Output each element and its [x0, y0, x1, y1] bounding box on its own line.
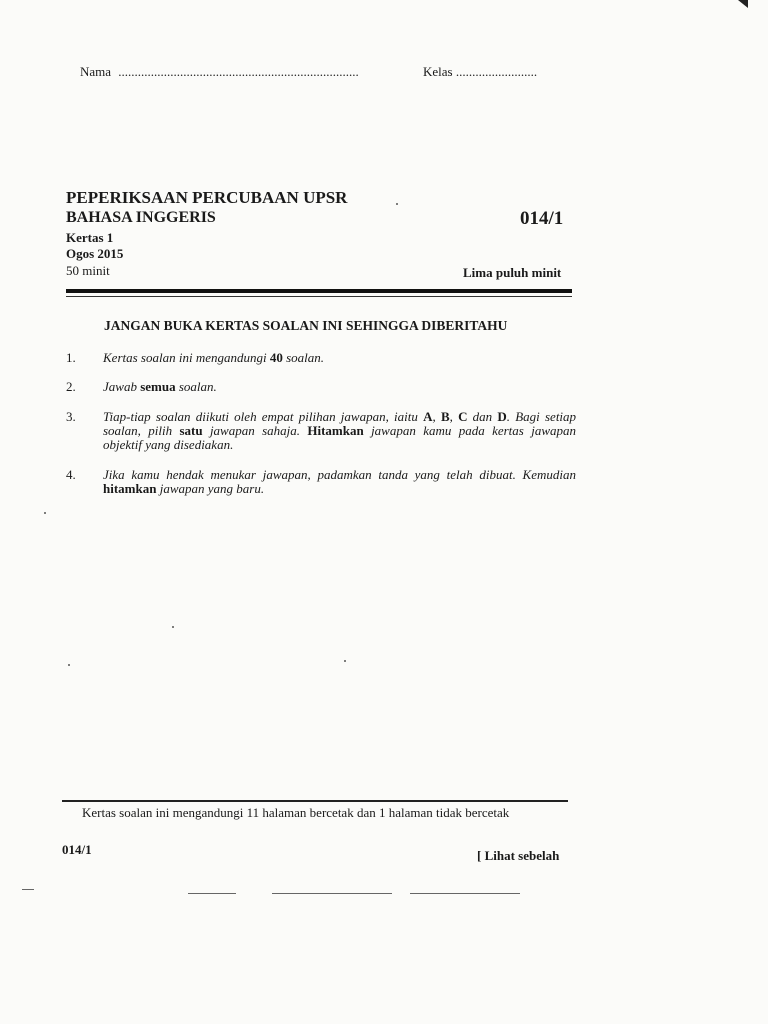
- footer-paper-code: 014/1: [62, 842, 92, 857]
- instruction-bold-part: satu: [179, 423, 203, 438]
- instruction-text: [103, 351, 576, 365]
- instruction-item: [66, 410, 576, 452]
- instruction-bold-part: Hitamkan: [307, 423, 364, 438]
- instruction-bold-part: D: [497, 409, 507, 424]
- scan-artifact-line: [22, 889, 34, 890]
- scan-artifact-line: [410, 893, 520, 894]
- scan-speck: [172, 626, 174, 628]
- instruction-text-part: ,: [432, 409, 441, 424]
- instruction-text-part: . Bagi setiap soalan, pilih: [103, 409, 577, 438]
- scan-speck: [44, 512, 46, 514]
- instruction-text: [103, 468, 576, 496]
- instruction-text-part: jawapan yang baru.: [156, 481, 265, 496]
- corner-scan-mark: [738, 0, 748, 8]
- instruction-text: [103, 380, 576, 394]
- instruction-bold-part: semua: [140, 379, 176, 394]
- page-count-note: Kertas soalan ini mengandungi 11 halaman bercetak dan 1 halaman tidak bercetak: [82, 805, 510, 820]
- instruction-text-part: Jika kamu hendak menukar jawapan, padamkan tanda yang telah dibuat. Kemudian: [103, 467, 576, 482]
- paper-code: 014/1: [520, 208, 564, 229]
- instruction-text-part: Jawab: [103, 379, 141, 394]
- instruction-text-part: jawapan sahaja.: [202, 423, 308, 438]
- instruction-text-part: jawapan kamu pada kertas jawapan objektif yang disediakan.: [103, 423, 576, 452]
- exam-date: Ogos 2015: [66, 246, 124, 261]
- instruction-text: [103, 410, 576, 452]
- turn-over-note: [ Lihat sebelah: [477, 848, 560, 863]
- instruction-bold-part: 40: [269, 350, 283, 365]
- class-label: Kelas: [423, 64, 453, 79]
- exam-duration: 50 minit: [66, 263, 110, 278]
- instruction-bold-part: B: [440, 409, 450, 424]
- exam-title: PEPERIKSAAN PERCUBAAN UPSR: [66, 188, 348, 207]
- scan-artifact-line: [272, 893, 392, 894]
- exam-duration-words: Lima puluh minit: [463, 265, 562, 280]
- instruction-bold-part: C: [458, 409, 468, 424]
- instruction-text-part: Tiap-tiap soalan diikuti oleh empat pilihan jawapan, iaitu: [103, 409, 424, 424]
- instruction-bold-part: A: [423, 409, 433, 424]
- instruction-text-part: dan: [467, 409, 498, 424]
- warning-heading: JANGAN BUKA KERTAS SOALAN INI SEHINGGA DIBERITAHU: [104, 318, 508, 333]
- footer-divider: [62, 800, 568, 802]
- instruction-text-part: ,: [449, 409, 459, 424]
- header-divider-thick: [66, 289, 572, 293]
- instruction-number: 4.: [66, 467, 76, 482]
- instruction-text-part: Kertas soalan ini mengandungi: [103, 350, 270, 365]
- paper-number: Kertas 1: [66, 230, 114, 245]
- instruction-text-part: soalan.: [282, 350, 325, 365]
- instruction-number: 1.: [66, 350, 76, 365]
- instruction-number: 2.: [66, 379, 76, 394]
- scan-speck: [396, 203, 398, 205]
- scan-speck: [68, 664, 70, 666]
- subject-title: BAHASA INGGERIS: [66, 209, 216, 226]
- name-label: Nama: [80, 64, 112, 79]
- name-dots: ..........................................................................: [118, 64, 359, 79]
- name-field: [80, 64, 359, 80]
- scan-speck: [344, 660, 346, 662]
- instruction-item: [66, 468, 576, 496]
- class-dots: .........................: [455, 64, 538, 79]
- class-field: [423, 64, 537, 80]
- instruction-item: [66, 351, 576, 365]
- instruction-number: 3.: [66, 409, 76, 424]
- instruction-text-part: soalan.: [175, 379, 217, 394]
- instruction-item: [66, 380, 576, 394]
- scan-artifact-line: [188, 893, 236, 894]
- header-divider-thin: [66, 296, 572, 297]
- instruction-bold-part: hitamkan: [103, 481, 157, 496]
